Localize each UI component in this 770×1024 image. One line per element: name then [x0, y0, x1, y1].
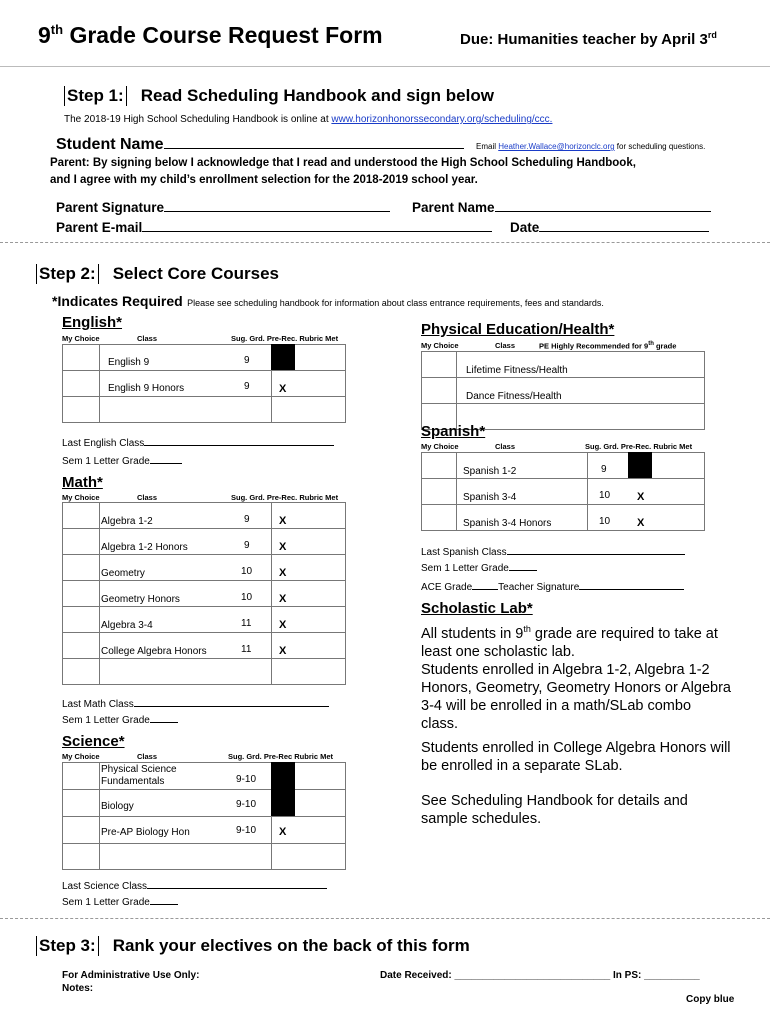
course-name: English 9 Honors	[108, 383, 185, 394]
course-name: Algebra 3-4	[101, 620, 153, 631]
course-grade: 10	[241, 592, 253, 603]
course-grade: 9	[244, 540, 250, 551]
blocked-cell	[628, 452, 652, 478]
spanish-header-class: Class	[495, 442, 516, 451]
course-grade: 11	[241, 644, 252, 655]
course-grade: 10	[599, 490, 611, 501]
course-grade: 10	[241, 566, 253, 577]
divider	[0, 242, 770, 243]
english-header-class: Class	[137, 334, 158, 343]
due-note: Due: Humanities teacher by April 3rd	[460, 30, 717, 48]
blocked-cell	[271, 344, 295, 370]
student-name-field[interactable]: Student Name	[56, 136, 464, 154]
scholastic-lab-paragraph: Students enrolled in Algebra 1-2, Algebra 1-2 Honors, Geometry, Geometry Honors or Algebra 3-4 will be enrolled in a math/SLab combo class.	[421, 662, 731, 732]
english-table	[62, 344, 346, 423]
last-english-class-field[interactable]: Last English Class	[62, 434, 334, 449]
prereq-mark: X	[279, 593, 287, 605]
prereq-mark: X	[279, 515, 287, 527]
parent-signature-field[interactable]: Parent Signature	[56, 200, 390, 215]
math-header-choice: My Choice	[62, 493, 100, 502]
course-name: Lifetime Fitness/Health	[466, 365, 568, 376]
course-name: Spanish 3-4 Honors	[463, 518, 552, 529]
divider	[0, 66, 770, 67]
parent-name-field[interactable]: Parent Name	[412, 200, 711, 215]
course-grade: 9	[601, 464, 607, 475]
table-row[interactable]	[63, 371, 345, 397]
spanish-sem-grade-field[interactable]: Sem 1 Letter Grade	[421, 559, 537, 574]
course-name: Biology	[101, 801, 134, 812]
prereq-mark: X	[279, 619, 287, 631]
math-sem-grade-field[interactable]: Sem 1 Letter Grade	[62, 711, 178, 726]
table-row[interactable]	[422, 378, 704, 404]
notes-label: Notes:	[62, 983, 94, 994]
course-grade: 9-10	[236, 799, 257, 810]
math-header-class: Class	[137, 493, 158, 502]
last-spanish-class-field[interactable]: Last Spanish Class	[421, 543, 685, 558]
science-sem-grade-field[interactable]: Sem 1 Letter Grade	[62, 893, 178, 908]
course-grade: 9	[244, 355, 250, 366]
parent-statement-1: Parent: By signing below I acknowledge that I read and understood the High School Scheduling Handbook,	[50, 157, 636, 169]
math-header-extra: Sug. Grd. Pre-Rec. Rubric Met	[231, 493, 339, 502]
ace-grade-field[interactable]: ACE Grade Teacher Signature	[421, 578, 684, 593]
step1-heading: Step 1: Read Scheduling Handbook and sign below	[64, 86, 494, 106]
copy-label: Copy blue	[686, 994, 735, 1005]
scholastic-lab-paragraph: See Scheduling Handbook for details and sample schedules.	[421, 793, 688, 827]
course-name: Dance Fitness/Health	[466, 391, 562, 402]
course-name: Spanish 3-4	[463, 492, 517, 503]
science-header-extra: Sug. Grd. Pre-Rec Rubric Met	[228, 752, 334, 761]
course-grade: 9-10	[236, 825, 257, 836]
scholastic-lab-title: Scholastic Lab*	[421, 600, 533, 617]
course-grade: 11	[241, 618, 252, 629]
required-note: *Indicates Required Please see scheduling handbook for information about class entrance requirements, fees and standards.	[52, 293, 604, 309]
handbook-note: The 2018-19 High School Scheduling Handbook is online at www.horizonhonorssecondary.org/scheduling/ccc.	[64, 114, 553, 125]
english-header-choice: My Choice	[62, 334, 100, 343]
pe-header-choice: My Choice	[421, 341, 459, 350]
table-row[interactable]	[63, 397, 345, 423]
table-row[interactable]	[63, 659, 345, 685]
prereq-mark: X	[279, 541, 287, 553]
english-sem-grade-field[interactable]: Sem 1 Letter Grade	[62, 452, 182, 467]
course-grade: 9	[244, 514, 250, 525]
scholastic-lab-paragraph: Students enrolled in College Algebra Honors will be enrolled in a separate SLab.	[421, 740, 731, 774]
course-name: Fundamentals	[101, 776, 165, 787]
step2-heading: Step 2: Select Core Courses	[36, 264, 279, 284]
parent-email-field[interactable]: Parent E-mail	[56, 220, 492, 235]
date-field[interactable]: Date	[510, 220, 709, 235]
course-name: Physical Science	[101, 764, 177, 775]
last-science-class-field[interactable]: Last Science Class	[62, 877, 327, 892]
english-title: English*	[62, 314, 123, 331]
blocked-cell	[271, 762, 295, 816]
pe-title: Physical Education/Health*	[421, 321, 615, 338]
handbook-link[interactable]: www.horizonhonorssecondary.org/scheduling/ccc.	[331, 114, 553, 125]
divider	[0, 918, 770, 919]
prereq-mark: X	[637, 517, 645, 529]
last-math-class-field[interactable]: Last Math Class	[62, 695, 329, 710]
course-name: Geometry Honors	[101, 594, 180, 605]
spanish-header-choice: My Choice	[421, 442, 459, 451]
course-name: Algebra 1-2 Honors	[101, 542, 188, 553]
course-name: Geometry	[101, 568, 145, 579]
step3-heading: Step 3: Rank your electives on the back of this form	[36, 936, 470, 956]
science-title: Science*	[62, 733, 125, 750]
english-header-extra: Sug. Grd. Pre-Rec. Rubric Met	[231, 334, 339, 343]
pe-header-extra: PE Highly Recommended for 9th grade	[539, 341, 677, 351]
prereq-mark: X	[279, 826, 287, 838]
prereq-mark: X	[637, 491, 645, 503]
pe-header-class: Class	[495, 341, 516, 350]
course-name: English 9	[108, 357, 150, 368]
table-row[interactable]	[63, 345, 345, 371]
prereq-mark: X	[279, 645, 287, 657]
parent-statement-2: and I agree with my child’s enrollment selection for the 2018-2019 school year.	[50, 174, 478, 186]
page-title: 9th Grade Course Request Form	[38, 22, 383, 48]
math-title: Math*	[62, 474, 103, 491]
pe-table	[421, 351, 705, 430]
prereq-mark: X	[279, 383, 287, 395]
date-received-field[interactable]: Date Received: ____________________________ In PS: __________	[380, 970, 700, 981]
email-note: Email Heather.Wallace@horizonclc.org for scheduling questions.	[476, 142, 706, 151]
table-row[interactable]	[63, 844, 345, 870]
course-name: Pre-AP Biology Hon	[101, 827, 190, 838]
scholastic-lab-paragraph: All students in 9th grade are required to take at least one scholastic lab.	[421, 624, 718, 660]
science-header-class: Class	[137, 752, 158, 761]
course-grade: 10	[599, 516, 611, 527]
admin-use-label: For Administrative Use Only:	[62, 970, 200, 981]
course-grade: 9	[244, 381, 250, 392]
spanish-header-extra: Sug. Grd. Pre-Rec. Rubric Met	[585, 442, 693, 451]
course-name: Spanish 1-2	[463, 466, 517, 477]
prereq-mark: X	[279, 567, 287, 579]
spanish-title: Spanish*	[421, 423, 486, 440]
email-link[interactable]: Heather.Wallace@horizonclc.org	[498, 142, 615, 151]
course-name: College Algebra Honors	[101, 646, 207, 657]
course-grade: 9-10	[236, 774, 257, 785]
science-header-choice: My Choice	[62, 752, 100, 761]
course-name: Algebra 1-2	[101, 516, 153, 527]
